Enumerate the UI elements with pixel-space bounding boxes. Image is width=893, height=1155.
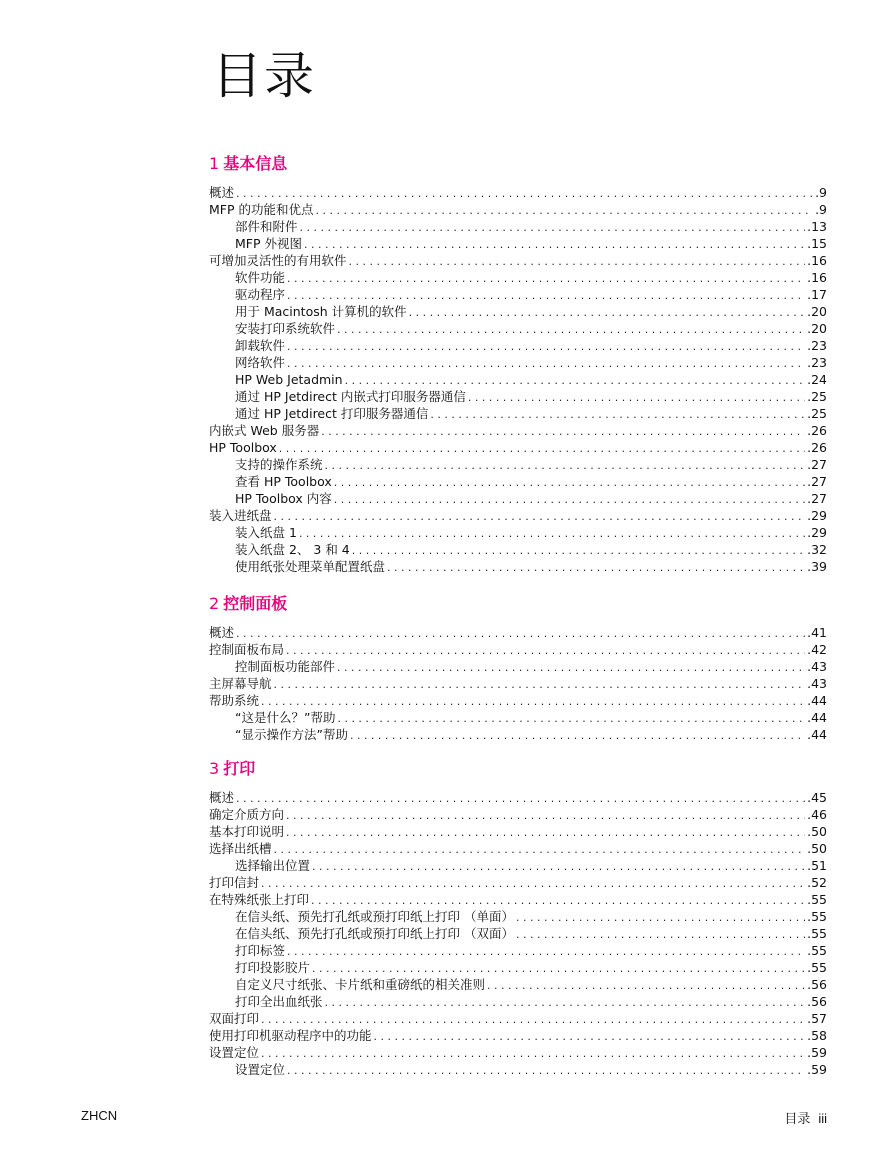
toc-entry[interactable]: [209, 658, 827, 675]
dot-leader: [409, 304, 805, 321]
toc-entry-title: 在信头纸、预先打孔纸或预打印纸上打印 （双面）: [235, 926, 514, 941]
toc-entry-page: .29: [807, 525, 827, 540]
toc-entry[interactable]: [209, 1010, 827, 1027]
chapter-number: 1: [209, 154, 220, 173]
toc-entry-title: 驱动程序: [235, 287, 286, 302]
toc-entry-title: 通过 HP Jetdirect 打印服务器通信: [235, 406, 429, 421]
toc-entry[interactable]: [209, 641, 827, 658]
dot-leader: [287, 1062, 805, 1079]
toc-entry[interactable]: [209, 1027, 827, 1044]
dot-leader: [345, 372, 806, 389]
toc-entry[interactable]: [209, 692, 827, 709]
toc-entry-page: .43: [807, 676, 827, 691]
toc-entry[interactable]: [209, 874, 827, 891]
toc-entry-page: .17: [807, 287, 827, 302]
toc-entry-page: .29: [807, 508, 827, 523]
dot-leader: [236, 625, 805, 642]
chapter-1-heading[interactable]: [209, 154, 287, 174]
dot-leader: [312, 960, 805, 977]
dot-leader: [311, 892, 805, 909]
toc-entry[interactable]: [209, 925, 827, 942]
footer-section: 目录: [784, 1111, 811, 1126]
dot-leader: [261, 693, 805, 710]
toc-entry-page: .50: [807, 824, 827, 839]
dot-leader: [287, 287, 805, 304]
footer-locale: ZHCN: [81, 1108, 118, 1123]
dot-leader: [321, 423, 805, 440]
toc-entry-title: 使用纸张处理菜单配置纸盘: [235, 559, 386, 574]
chapter-number: 3: [209, 759, 220, 778]
toc-entry[interactable]: [209, 1044, 827, 1061]
chapter-3-heading[interactable]: [209, 759, 255, 779]
toc-entry-title: 内嵌式 Web 服务器: [209, 423, 320, 438]
toc-list-chapter-3: [209, 789, 827, 1078]
dot-leader: [236, 790, 805, 807]
toc-entry[interactable]: [209, 507, 827, 524]
toc-entry[interactable]: [209, 354, 827, 371]
toc-entry-page: .16: [807, 253, 827, 268]
dot-leader: [299, 525, 805, 542]
page-title: 目录: [212, 47, 316, 105]
toc-entry-title: 支持的操作系统: [235, 457, 323, 472]
dot-leader: [337, 321, 805, 338]
toc-entry-title: 打印标签: [235, 943, 286, 958]
toc-entry-title: 基本打印说明: [209, 824, 285, 839]
toc-entry-page: .32: [807, 542, 827, 557]
toc-entry-page: .23: [807, 355, 827, 370]
toc-entry-title: HP Web Jetadmin: [235, 372, 343, 387]
dot-leader: [325, 994, 806, 1011]
toc-entry-page: .13: [807, 219, 827, 234]
toc-entry-page: .41: [807, 625, 827, 640]
toc-entry-page: .39: [807, 559, 827, 574]
toc-entry-title: MFP 外视图: [235, 236, 302, 251]
toc-entry-page: .50: [807, 841, 827, 856]
toc-entry-title: “显示操作方法”帮助: [235, 727, 348, 742]
toc-entry-title: 控制面板布局: [209, 642, 285, 657]
toc-entry-title: MFP 的功能和优点: [209, 202, 314, 217]
toc-entry[interactable]: [209, 490, 827, 507]
toc-entry[interactable]: [209, 857, 827, 874]
dot-leader: [287, 943, 805, 960]
dot-leader: [516, 926, 805, 943]
toc-entry-title: 帮助系统: [209, 693, 260, 708]
toc-entry-page: .55: [807, 943, 827, 958]
dot-leader: [261, 875, 805, 892]
toc-entry-page: .56: [807, 977, 827, 992]
toc-entry[interactable]: [209, 252, 827, 269]
dot-leader: [468, 389, 805, 406]
toc-entry-title: 确定介质方向: [209, 807, 285, 822]
toc-entry[interactable]: [209, 337, 827, 354]
dot-leader: [274, 676, 806, 693]
toc-entry-title: 设置定位: [235, 1062, 286, 1077]
toc-entry[interactable]: [209, 269, 827, 286]
chapter-title: 打印: [223, 759, 256, 778]
toc-entry-title: 概述: [209, 185, 235, 200]
toc-entry-title: 安装打印系统软件: [235, 321, 336, 336]
dot-leader: [516, 909, 805, 926]
toc-entry-page: .23: [807, 338, 827, 353]
toc-entry[interactable]: [209, 840, 827, 857]
toc-entry-page: .20: [807, 304, 827, 319]
toc-entry-page: .27: [807, 474, 827, 489]
toc-entry-title: 在信头纸、预先打孔纸或预打印纸上打印 （单面）: [235, 909, 514, 924]
toc-entry-page: .46: [807, 807, 827, 822]
dot-leader: [487, 977, 805, 994]
dot-leader: [261, 1045, 805, 1062]
toc-entry[interactable]: [209, 456, 827, 473]
toc-entry-title: 通过 HP Jetdirect 内嵌式打印服务器通信: [235, 389, 466, 404]
dot-leader: [236, 185, 813, 202]
toc-entry[interactable]: [209, 184, 827, 201]
dot-leader: [430, 406, 805, 423]
toc-entry-title: 用于 Macintosh 计算机的软件: [235, 304, 407, 319]
toc-entry[interactable]: [209, 709, 827, 726]
toc-entry-page: .43: [807, 659, 827, 674]
toc-entry[interactable]: [209, 286, 827, 303]
toc-entry-title: 在特殊纸张上打印: [209, 892, 310, 907]
toc-entry-page: .27: [807, 491, 827, 506]
toc-entry-page: .58: [807, 1028, 827, 1043]
dot-leader: [287, 355, 805, 372]
dot-leader: [349, 253, 806, 270]
toc-entry-page: .9: [815, 202, 827, 217]
toc-entry-title: 概述: [209, 625, 235, 640]
dot-leader: [261, 1011, 805, 1028]
toc-entry-page: .55: [807, 926, 827, 941]
toc-entry[interactable]: [209, 891, 827, 908]
toc-entry-title: 设置定位: [209, 1045, 260, 1060]
toc-entry-page: .44: [807, 727, 827, 742]
toc-entry-title: 装入纸盘 1: [235, 525, 297, 540]
toc-entry-page: .44: [807, 710, 827, 725]
toc-entry[interactable]: [209, 823, 827, 840]
toc-entry-title: 网络软件: [235, 355, 286, 370]
toc-entry[interactable]: [209, 235, 827, 252]
toc-entry-page: .15: [807, 236, 827, 251]
toc-entry-page: .51: [807, 858, 827, 873]
toc-entry-page: .42: [807, 642, 827, 657]
toc-entry-page: .20: [807, 321, 827, 336]
toc-entry-page: .55: [807, 909, 827, 924]
toc-entry-page: .25: [807, 389, 827, 404]
toc-entry-page: .26: [807, 423, 827, 438]
chapter-title: 控制面板: [223, 594, 288, 613]
dot-leader: [334, 491, 805, 508]
toc-entry[interactable]: [209, 976, 827, 993]
toc-entry-title: 控制面板功能部件: [235, 659, 336, 674]
toc-entry[interactable]: [209, 993, 827, 1010]
dot-leader: [312, 858, 805, 875]
toc-entry[interactable]: [209, 806, 827, 823]
chapter-number: 2: [209, 594, 220, 613]
toc-entry-title: 装入进纸盘: [209, 508, 272, 523]
dot-leader: [300, 219, 806, 236]
dot-leader: [337, 710, 805, 727]
dot-leader: [374, 1028, 806, 1045]
toc-entry[interactable]: [209, 942, 827, 959]
chapter-2-heading[interactable]: [209, 594, 287, 614]
dot-leader: [286, 824, 805, 841]
dot-leader: [352, 542, 805, 559]
toc-entry[interactable]: [209, 320, 827, 337]
dot-leader: [316, 202, 814, 219]
toc-entry-page: .52: [807, 875, 827, 890]
toc-entry[interactable]: [209, 524, 827, 541]
toc-entry[interactable]: [209, 201, 827, 218]
toc-entry-page: .27: [807, 457, 827, 472]
toc-entry-page: .25: [807, 406, 827, 421]
dot-leader: [337, 659, 805, 676]
toc-entry-page: .24: [807, 372, 827, 387]
toc-entry-title: 选择输出位置: [235, 858, 311, 873]
dot-leader: [286, 642, 805, 659]
dot-leader: [325, 457, 806, 474]
toc-entry[interactable]: [209, 675, 827, 692]
chapter-title: 基本信息: [223, 154, 288, 173]
toc-entry[interactable]: [209, 558, 827, 575]
toc-entry-title: 双面打印: [209, 1011, 260, 1026]
toc-list-chapter-2: [209, 624, 827, 743]
toc-entry-title: 打印信封: [209, 875, 260, 890]
toc-entry-title: 可增加灵活性的有用软件: [209, 253, 347, 268]
toc-entry-title: HP Toolbox 内容: [235, 491, 332, 506]
toc-entry-page: .59: [807, 1062, 827, 1077]
toc-entry-page: .44: [807, 693, 827, 708]
toc-entry-page: .16: [807, 270, 827, 285]
dot-leader: [279, 440, 805, 457]
toc-entry-page: .56: [807, 994, 827, 1009]
dot-leader: [274, 841, 806, 858]
toc-entry-title: 自定义尺寸纸张、卡片纸和重磅纸的相关准则: [235, 977, 486, 992]
toc-entry-title: 查看 HP Toolbox: [235, 474, 332, 489]
dot-leader: [287, 338, 805, 355]
toc-entry-title: 打印全出血纸张: [235, 994, 323, 1009]
toc-entry-page: .45: [807, 790, 827, 805]
toc-entry[interactable]: [209, 303, 827, 320]
toc-entry[interactable]: [209, 473, 827, 490]
toc-entry[interactable]: [209, 218, 827, 235]
toc-entry-page: .57: [807, 1011, 827, 1026]
toc-entry-page: .55: [807, 960, 827, 975]
toc-entry-page: .55: [807, 892, 827, 907]
toc-entry-title: HP Toolbox: [209, 440, 277, 455]
toc-entry[interactable]: [209, 959, 827, 976]
toc-entry[interactable]: [209, 541, 827, 558]
toc-entry-title: “这是什么？”帮助: [235, 710, 336, 725]
toc-entry-title: 卸载软件: [235, 338, 286, 353]
dot-leader: [334, 474, 805, 491]
toc-entry-title: 软件功能: [235, 270, 286, 285]
dot-leader: [387, 559, 805, 576]
toc-entry[interactable]: [209, 371, 827, 388]
toc-entry-title: 打印投影胶片: [235, 960, 311, 975]
toc-entry-page: .26: [807, 440, 827, 455]
dot-leader: [287, 270, 805, 287]
toc-entry-page: .9: [815, 185, 827, 200]
toc-entry[interactable]: [209, 789, 827, 806]
toc-entry[interactable]: [209, 1061, 827, 1078]
dot-leader: [304, 236, 805, 253]
toc-entry[interactable]: [209, 422, 827, 439]
footer-page-number: iii: [818, 1111, 827, 1126]
toc-entry-title: 部件和附件: [235, 219, 298, 234]
toc-entry[interactable]: [209, 726, 827, 743]
toc-entry-title: 装入纸盘 2、 3 和 4: [235, 542, 350, 557]
dot-leader: [286, 807, 805, 824]
toc-entry-title: 主屏幕导航: [209, 676, 272, 691]
toc-entry[interactable]: [209, 908, 827, 925]
toc-list-chapter-1: [209, 184, 827, 575]
dot-leader: [274, 508, 806, 525]
toc-entry-page: .59: [807, 1045, 827, 1060]
toc-entry-title: 使用打印机驱动程序中的功能: [209, 1028, 372, 1043]
toc-entry[interactable]: [209, 439, 827, 456]
toc-entry[interactable]: [209, 388, 827, 405]
footer-page-label: [784, 1108, 827, 1127]
dot-leader: [350, 727, 805, 744]
toc-entry-title: 选择出纸槽: [209, 841, 272, 856]
toc-entry[interactable]: [209, 405, 827, 422]
toc-entry[interactable]: [209, 624, 827, 641]
toc-entry-title: 概述: [209, 790, 235, 805]
